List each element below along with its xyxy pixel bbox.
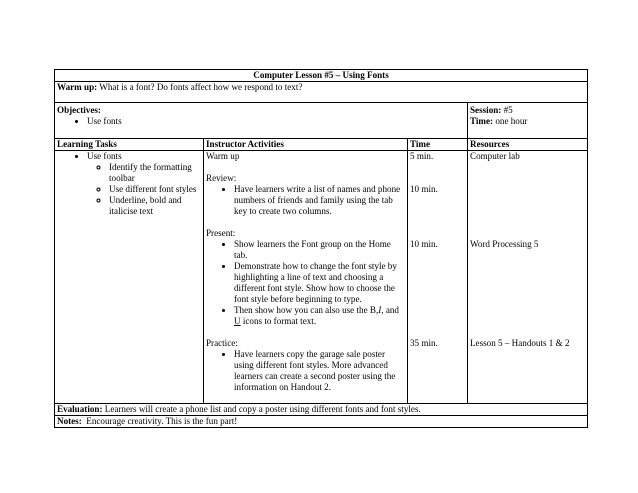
review-item: • Have learners write a list of names and phone numbers of friends and family using the tab key to create two columns. — [234, 184, 405, 217]
resources-cell — [468, 151, 588, 404]
time-label: Time: — [470, 116, 494, 126]
notes-label: Notes: — [57, 416, 82, 426]
time-review: 10 min. — [410, 184, 438, 194]
resource-computer-lab: Computer lab — [470, 151, 520, 161]
header-learning-tasks: Learning Tasks — [55, 139, 204, 151]
instructor-activities-cell — [204, 151, 408, 404]
objectives-list — [57, 116, 465, 127]
warmup-label: Warm up: — [57, 82, 98, 92]
present-item: • Then show how you can also use the B,I, and U icons to format text. — [234, 305, 405, 327]
learning-tasks-list — [57, 151, 201, 217]
evaluation-text: Learners will create a phone list and copy a poster using different fonts and font styles. — [102, 404, 421, 414]
resource-word-processing: Word Processing 5 — [470, 239, 539, 249]
practice-label: Practice: — [206, 338, 238, 348]
header-resources: Resources — [468, 139, 588, 151]
lesson-title: Computer Lesson #5 – Using Fonts — [55, 70, 588, 82]
body-row — [55, 151, 588, 404]
session-label: Session: — [470, 105, 502, 115]
time-present: 10 min. — [410, 239, 438, 249]
present-item: • Demonstrate how to change the font style by highlighting a line of text and choosing a different font style. Show how to choose the font style before beginning to type. — [234, 261, 405, 305]
evaluation-cell — [55, 404, 588, 416]
learning-subtask: ◦ Identify the formatting toolbar — [109, 162, 201, 184]
objectives-label: Objectives: — [57, 105, 101, 115]
time-value: one hour — [493, 116, 528, 126]
notes-cell — [55, 416, 588, 428]
present-label: Present: — [206, 228, 236, 238]
practice-list — [206, 349, 405, 393]
time-practice: 35 min. — [410, 338, 438, 348]
learning-task-main: • Use fonts ◦ Identify the formatting toolbar ◦ Use different font styles ◦ Underline, bold and italicise text — [87, 151, 201, 217]
lesson-plan-table — [54, 69, 588, 428]
present-item: • Show learners the Font group on the Home tab. — [234, 239, 405, 261]
objectives-cell — [55, 103, 468, 139]
time-warmup: 5 min. — [410, 151, 434, 161]
session-value: #5 — [501, 105, 513, 115]
evaluation-row — [55, 404, 588, 416]
resource-handouts: Lesson 5 – Handouts 1 & 2 — [470, 338, 570, 348]
present-list — [206, 239, 405, 327]
lesson-plan-page — [54, 69, 587, 428]
warm-up-text: Warm up — [206, 151, 240, 161]
header-row — [55, 139, 588, 151]
learning-tasks-cell — [55, 151, 204, 404]
header-instructor-activities: Instructor Activities — [204, 139, 408, 151]
review-label: Review: — [206, 173, 237, 183]
warmup-text: What is a font? Do fonts affect how we respond to text? — [97, 82, 303, 92]
time-cell — [408, 151, 468, 404]
notes-text: Encourage creativity. This is the fun part! — [81, 416, 238, 426]
header-time: Time — [408, 139, 468, 151]
objectives-row — [55, 103, 588, 139]
learning-subtask: ◦ Underline, bold and italicise text — [109, 195, 201, 217]
learning-task-sublist — [87, 162, 201, 217]
review-list — [206, 184, 405, 217]
title-row — [55, 70, 588, 82]
warmup-row — [55, 82, 588, 103]
evaluation-label: Evaluation: — [57, 404, 103, 414]
session-cell — [468, 103, 588, 139]
objective-item: • Use fonts — [87, 116, 465, 127]
notes-row — [55, 416, 588, 428]
learning-subtask: ◦ Use different font styles — [109, 184, 201, 195]
practice-item: • Have learners copy the garage sale poster using different font styles. More advanced learners can create a second poster using the information on Handout 2. — [234, 349, 405, 393]
warmup-cell — [55, 82, 588, 103]
